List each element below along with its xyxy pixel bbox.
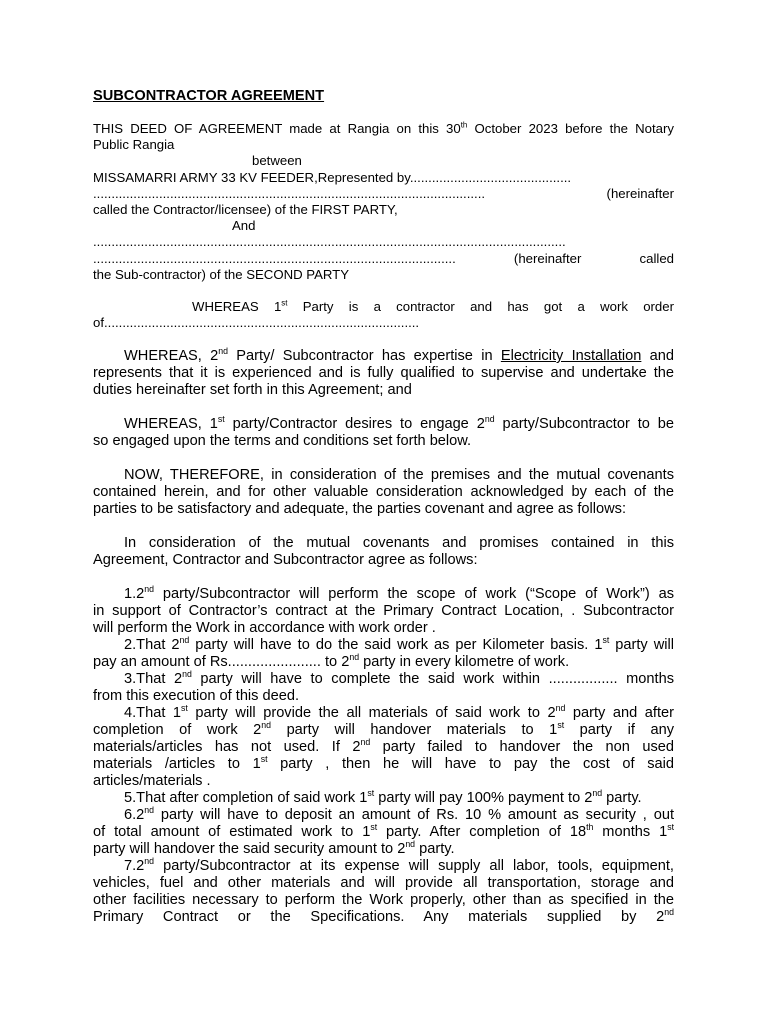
first-party-dots-line: ........................................................................................................... (hereinafter: [93, 185, 674, 201]
clause-4-line-4: materials /articles to 1st party , then he will have to pay the cost of said: [93, 754, 674, 772]
whereas-work-order-line-2: of......................................................................................: [93, 315, 420, 331]
clause-4-line-3: materials/articles has not used. If 2nd party failed to handover the non used: [93, 737, 675, 755]
clause-3-line-1: 3.That 2nd party will have to complete the said work within ................. months: [124, 669, 674, 687]
in-consideration-line-2: Agreement, Contractor and Subcontractor agree as follows:: [93, 552, 478, 568]
preamble-line-1: THIS DEED OF AGREEMENT made at Rangia on this 30th October 2023 before the Notary: [93, 120, 674, 136]
clause-2-line-2: pay an amount of Rs....................... to 2nd party in every kilometre of work.: [93, 652, 570, 670]
clause-6-line-1: 6.2nd party will have to deposit an amount of Rs. 10 % amount as security , out: [124, 805, 674, 823]
whereas-engage-line-1: WHEREAS, 1st party/Contractor desires to engage 2nd party/Subcontractor to be: [124, 414, 675, 432]
clause-6-line-2: of total amount of estimated work to 1st party. After completion of 18th months 1st: [93, 822, 675, 840]
in-consideration: [93, 535, 674, 569]
clause-7-line-2: vehicles, fuel and other materials and will provide all transportation, storage and: [93, 875, 674, 891]
whereas-engage-line-2: so engaged upon the terms and conditions set forth below.: [93, 433, 472, 449]
now-therefore-line-2: contained herein, and for other valuable consideration acknowledged by each of the: [93, 484, 674, 500]
first-party-role: called the Contractor/licensee) of the FIRST PARTY,: [93, 202, 398, 218]
whereas-expertise-line-1: WHEREAS, 2nd Party/ Subcontractor has expertise in Electricity Installation and: [124, 346, 675, 364]
clause-1-line-3: will perform the Work in accordance with work order .: [93, 620, 436, 636]
clause-6-line-3: party will handover the said security amount to 2nd party.: [93, 839, 455, 857]
second-party-dots-line: ................................................................................................... (hereinafter called: [93, 250, 674, 266]
clause-7-line-4: Primary Contract or the Specifications. Any materials supplied by 2nd: [93, 907, 674, 925]
in-consideration-line-1: In consideration of the mutual covenants and promises contained in this: [124, 535, 674, 551]
clause-5-line-1: 5.That after completion of said work 1st party will pay 100% payment to 2nd party.: [124, 788, 642, 806]
document-title: SUBCONTRACTOR AGREEMENT: [93, 88, 325, 104]
whereas-expertise-line-2: represents that it is experienced and is fully qualified to supervise and undertake the: [93, 365, 674, 381]
now-therefore: [93, 467, 674, 518]
whereas-expertise-line-3: duties hereinafter set forth in this Agreement; and: [93, 382, 412, 398]
clause-4-line-5: articles/materials .: [93, 773, 211, 789]
preamble-line-2: Public Rangia: [93, 137, 175, 153]
clause-7-line-1: 7.2nd party/Subcontractor at its expense will supply all labor, tools, equipment,: [124, 856, 674, 874]
first-party-name: MISSAMARRI ARMY 33 KV FEEDER,Represented by............................................: [93, 169, 572, 185]
clause-1-line-1: 1.2nd party/Subcontractor will perform the scope of work (“Scope of Work”) as: [124, 584, 674, 602]
clause-2-line-1: 2.That 2nd party will have to do the said work as per Kilometer basis. 1st party will: [124, 635, 675, 653]
whereas-expertise: [93, 348, 674, 399]
preamble: [93, 121, 674, 283]
clause-4-line-2: completion of work 2nd party will handover materials to 1st party if any: [93, 720, 675, 738]
clause-3-line-2: from this execution of this deed.: [93, 688, 300, 704]
clause-1-line-2: in support of Contractor’s contract at the Primary Contract Location, . Subcontractor: [93, 603, 674, 619]
clause-7-line-3: other facilities necessary to perform the Work properly, other than as specified in the: [93, 892, 674, 908]
now-therefore-line-3: parties to be satisfactory and adequate, the parties covenant and agree as follows:: [93, 501, 627, 517]
and-label: And: [232, 218, 256, 234]
now-therefore-line-1: NOW, THEREFORE, in consideration of the premises and the mutual covenants: [124, 467, 674, 483]
whereas-engage: [93, 416, 674, 450]
clauses: [93, 586, 674, 926]
whereas-work-order-line-1: WHEREAS 1st Party is a contractor and has got a work order: [192, 298, 674, 314]
whereas-work-order: [93, 299, 674, 331]
second-party-role: the Sub-contractor) of the SECOND PARTY: [93, 266, 350, 282]
between-label: between: [252, 153, 302, 169]
clause-4-line-1: 4.That 1st party will provide the all materials of said work to 2nd party and after: [124, 703, 674, 721]
second-party-dots-1: .................................................................................................................................: [93, 234, 566, 250]
